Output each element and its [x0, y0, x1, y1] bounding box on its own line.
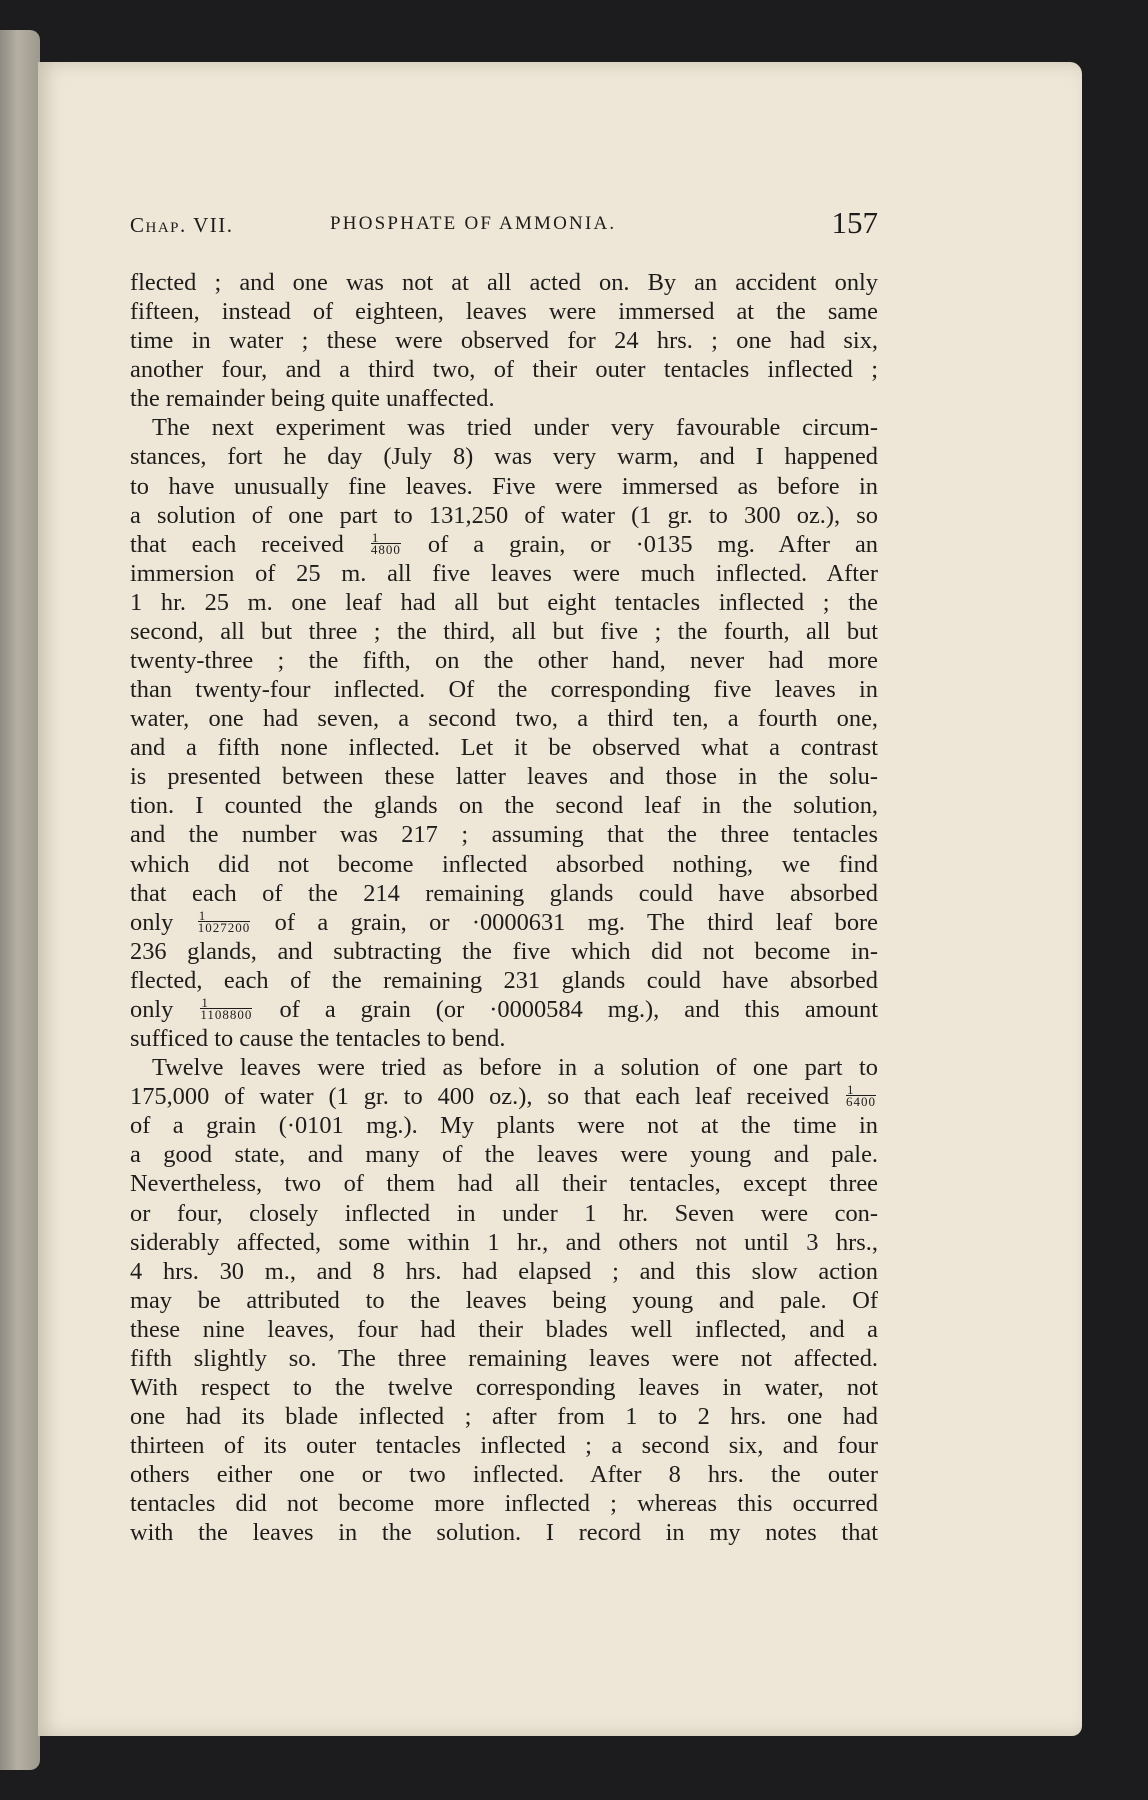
text-line: to have unusually fine leaves. Five were immersed as before in	[130, 472, 878, 500]
text-line: 1 hr. 25 m. one leaf had all but eight tentacles inflected ; the	[130, 588, 878, 616]
text-line-with-fraction	[130, 530, 878, 559]
text-line: a good state, and many of the leaves were young and pale.	[130, 1141, 878, 1169]
fraction	[197, 907, 251, 935]
text-segment: 175,000 of water (1 gr. to 400 oz.), so that each leaf received	[130, 1083, 830, 1111]
text-line: tion. I counted the glands on the second leaf in the solution,	[130, 792, 878, 820]
text-segment: only	[130, 995, 174, 1023]
text-segment: of a grain, or ·0000631 mg. The third leaf bore	[274, 908, 878, 936]
fraction	[845, 1082, 876, 1110]
text-line: the remainder being quite unaffected.	[130, 385, 495, 413]
text-line-with-fraction	[130, 1082, 878, 1111]
text-line: tentacles did not become more inflected ; whereas this occurred	[130, 1490, 878, 1518]
fraction-numerator: 1	[846, 1084, 876, 1096]
text-line: immersion of 25 m. all five leaves were much inflected. After	[130, 559, 878, 587]
text-line: twenty-three ; the fifth, on the other hand, never had more	[130, 647, 878, 675]
running-header	[130, 205, 878, 241]
text-line: flected ; and one was not at all acted on. By an accident only	[130, 269, 878, 296]
chapter-label: Chap. VII.	[130, 213, 234, 237]
text-line: 236 glands, and subtracting the five which did not become in-	[130, 937, 878, 965]
text-segment: of a grain, or ·0135 mg. After an	[427, 530, 878, 558]
fraction-numerator: 1	[198, 910, 251, 922]
text-line: second, all but three ; the third, all but five ; the fourth, all but	[130, 617, 878, 645]
previous-page-edge	[0, 30, 40, 1770]
fraction-denominator: 6400	[845, 1094, 876, 1110]
text-line: of a grain (·0101 mg.). My plants were not at the time in	[130, 1112, 878, 1140]
text-line: Twelve leaves were tried as before in a solution of one part to	[152, 1054, 878, 1082]
text-line: a solution of one part to 131,250 of water (1 gr. to 300 oz.), so	[130, 501, 878, 529]
text-line: with the leaves in the solution. I record in my notes that	[130, 1519, 878, 1547]
fraction-denominator: 1027200	[197, 919, 251, 935]
text-line: time in water ; these were observed for 24 hrs. ; one had six,	[130, 327, 878, 355]
text-line: and a fifth none inflected. Let it be observed what a contrast	[130, 734, 878, 762]
fraction-denominator: 1108800	[200, 1006, 253, 1022]
fraction	[200, 994, 253, 1022]
text-line: than twenty-four inflected. Of the corresponding five leaves in	[130, 676, 878, 704]
body-text	[130, 268, 878, 1547]
running-title: PHOSPHATE OF AMMONIA.	[330, 213, 617, 234]
text-line: thirteen of its outer tentacles inflected ; a second six, and four	[130, 1432, 878, 1460]
text-line: another four, and a third two, of their outer tentacles inflected ;	[130, 356, 878, 384]
text-line-with-fraction	[130, 995, 878, 1024]
text-line: With respect to the twelve corresponding leaves in water, not	[130, 1373, 878, 1401]
text-line: Nevertheless, two of them had all their tentacles, except three	[130, 1170, 878, 1198]
text-line: one had its blade inflected ; after from 1 to 2 hrs. one had	[130, 1403, 878, 1431]
text-line: 4 hrs. 30 m., and 8 hrs. had elapsed ; and this slow action	[130, 1257, 878, 1285]
text-line-with-fraction	[130, 908, 878, 937]
text-line: is presented between these latter leaves and those in the solu-	[130, 763, 878, 791]
page-number: 157	[831, 205, 878, 240]
text-line: The next experiment was tried under very favourable circum-	[152, 414, 878, 442]
text-line: these nine leaves, four had their blades well inflected, and a	[130, 1315, 878, 1343]
text-segment: of a grain (or ·0000584 mg.), and this amount	[279, 995, 878, 1023]
text-line: which did not become inflected absorbed nothing, we find	[130, 850, 878, 878]
fraction	[370, 529, 401, 557]
text-line: or four, closely inflected in under 1 hr. Seven were con-	[130, 1199, 878, 1227]
text-line: water, one had seven, a second two, a third ten, a fourth one,	[130, 705, 878, 733]
text-line: fifteen, instead of eighteen, leaves were immersed at the same	[130, 298, 878, 326]
text-line: fifth slightly so. The three remaining leaves were not affected.	[130, 1344, 878, 1372]
text-line: sufficed to cause the tentacles to bend.	[130, 1025, 506, 1053]
text-line: stances, fort he day (July 8) was very warm, and I happened	[130, 443, 878, 471]
fraction-numerator: 1	[200, 997, 252, 1009]
text-segment: only	[130, 908, 174, 936]
fraction-numerator: 1	[371, 532, 401, 544]
text-line: and the number was 217 ; assuming that the three tentacles	[130, 821, 878, 849]
text-line: may be attributed to the leaves being young and pale. Of	[130, 1286, 878, 1314]
text-segment: that each received	[130, 530, 344, 558]
text-line: flected, each of the remaining 231 glands could have absorbed	[130, 966, 878, 994]
text-line: others either one or two inflected. After 8 hrs. the outer	[130, 1461, 878, 1489]
text-line: siderably affected, some within 1 hr., and others not until 3 hrs.,	[130, 1228, 878, 1256]
text-line: that each of the 214 remaining glands could have absorbed	[130, 879, 878, 907]
fraction-denominator: 4800	[370, 541, 401, 557]
